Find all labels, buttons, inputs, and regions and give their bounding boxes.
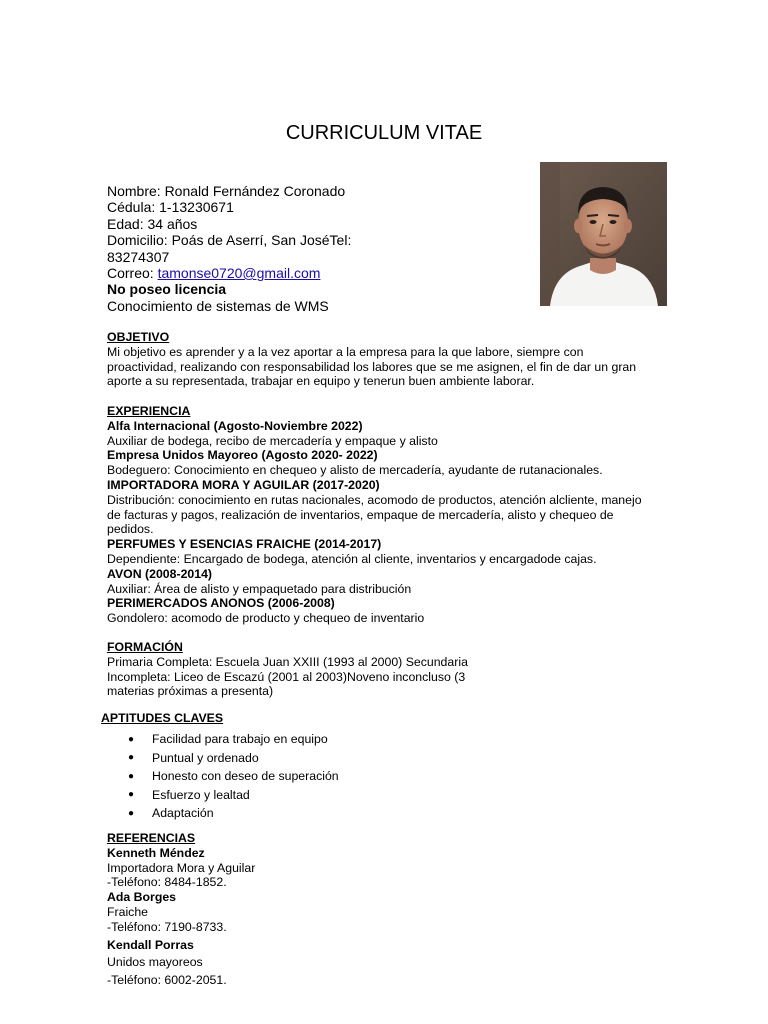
reference-name: Kenneth Méndez — [107, 845, 205, 860]
job-description: Gondolero: acomodo de producto y chequeo de inventario — [107, 611, 425, 626]
email-line — [107, 265, 527, 281]
list-item — [128, 804, 339, 823]
email-label: Correo: — [107, 265, 158, 282]
skill-text: Esfuerzo y lealtad — [152, 787, 250, 802]
bullet-icon: ● — [128, 770, 135, 782]
job-company: Alfa Internacional (Agosto-Noviembre 2022) — [107, 418, 363, 433]
document-title: CURRICULUM VITAE — [285, 122, 483, 144]
reference-phone: -Teléfono: 7190-8733. — [107, 919, 227, 934]
personal-info — [107, 183, 527, 314]
id-line: Cédula: 1-13230671 — [107, 199, 234, 216]
skill-text: Puntual y ordenado — [152, 750, 259, 765]
job-company: IMPORTADORA MORA Y AGUILAR (2017-2020) — [107, 477, 380, 492]
skills-heading: APTITUDES CLAVES — [101, 711, 224, 725]
name-line: Nombre: Ronald Fernández Coronado — [107, 183, 346, 199]
objective-section — [107, 330, 667, 389]
reference-name: Ada Borges — [107, 890, 177, 905]
reference-phone: -Teléfono: 6002-2051. — [107, 973, 227, 988]
skills-list — [128, 730, 339, 823]
list-item — [128, 767, 339, 786]
reference-company: Unidos mayoreos — [107, 955, 203, 970]
bullet-icon: ● — [128, 733, 135, 745]
bullet-icon: ● — [128, 807, 135, 819]
license-line: No poseo licencia — [107, 281, 227, 298]
bullet-icon: ● — [128, 789, 135, 801]
list-item — [128, 786, 339, 805]
education-line: materias próximas a presenta) — [107, 684, 274, 699]
phone-line: 83274307 — [107, 248, 170, 265]
job-company: PERIMERCADOS ANONOS (2006-2008) — [107, 596, 335, 611]
objective-line: aporte a su representada, trabajar en equipo y tenerun buen ambiente laborar. — [107, 374, 535, 389]
education-line: Primaria Completa: Escuela Juan XXIII (1993 al 2000) Secundaria — [107, 654, 468, 669]
job-description: pedidos. — [107, 522, 154, 537]
wms-line: Conocimiento de sistemas de WMS — [107, 297, 329, 314]
experience-section — [107, 404, 667, 626]
education-section — [107, 640, 667, 699]
job-description: Dependiente: Encargado de bodega, atención al cliente, inventarios y encargadode cajas. — [107, 551, 597, 566]
list-item — [128, 749, 339, 768]
experience-heading: EXPERIENCIA — [107, 404, 191, 418]
job-company: AVON (2008-2014) — [107, 566, 213, 581]
job-description: Distribución: conocimiento en rutas nacionales, acomodo de productos, atención alcliente, manejo — [107, 492, 642, 507]
reference-company: Fraiche — [107, 904, 149, 919]
references-heading: REFERENCIAS — [107, 831, 196, 845]
skill-text: Honesto con deseo de superación — [152, 769, 339, 784]
email-link[interactable]: tamonse0720@gmail.com — [157, 265, 321, 282]
job-description: Auxiliar de bodega, recibo de mercadería y empaque y alisto — [107, 433, 438, 448]
skill-text: Adaptación — [152, 806, 214, 821]
objective-line: proactividad, realizando con responsabilidad los labores que se me asignen, el fin de dar un gran — [107, 359, 637, 374]
job-description: Auxiliar: Área de alisto y empaquetado para distribución — [107, 581, 412, 596]
references-section — [107, 831, 507, 988]
profile-photo — [540, 162, 667, 306]
address-line: Domicilio: Poás de Aserrí, San JoséTel: — [107, 232, 352, 249]
skill-text: Facilidad para trabajo en equipo — [152, 732, 328, 747]
education-heading: FORMACIÓN — [107, 640, 183, 654]
job-company: Empresa Unidos Mayoreo (Agosto 2020- 2022) — [107, 448, 378, 463]
job-company: PERFUMES Y ESENCIAS FRAICHE (2014-2017) — [107, 537, 382, 552]
education-line: Incompleta: Liceo de Escazú (2001 al 2003)Noveno inconcluso (3 — [107, 669, 466, 684]
list-item — [128, 730, 339, 749]
objective-heading: OBJETIVO — [107, 330, 170, 344]
reference-phone: -Teléfono: 8484-1852. — [107, 875, 227, 890]
portrait-image — [540, 162, 667, 306]
reference-company: Importadora Mora y Aguilar — [107, 860, 256, 875]
age-line: Edad: 34 años — [107, 215, 198, 232]
objective-line: Mi objetivo es aprender y a la vez aportar a la empresa para la que labore, siempre con — [107, 344, 584, 359]
job-description: Bodeguero: Conocimiento en chequeo y alisto de mercadería, ayudante de rutanacionales. — [107, 463, 603, 478]
reference-name: Kendall Porras — [107, 937, 194, 952]
bullet-icon: ● — [128, 752, 135, 764]
job-description: de facturas y pagos, realización de inventarios, empaque de mercadería, alisto y chequeo de — [107, 507, 614, 522]
